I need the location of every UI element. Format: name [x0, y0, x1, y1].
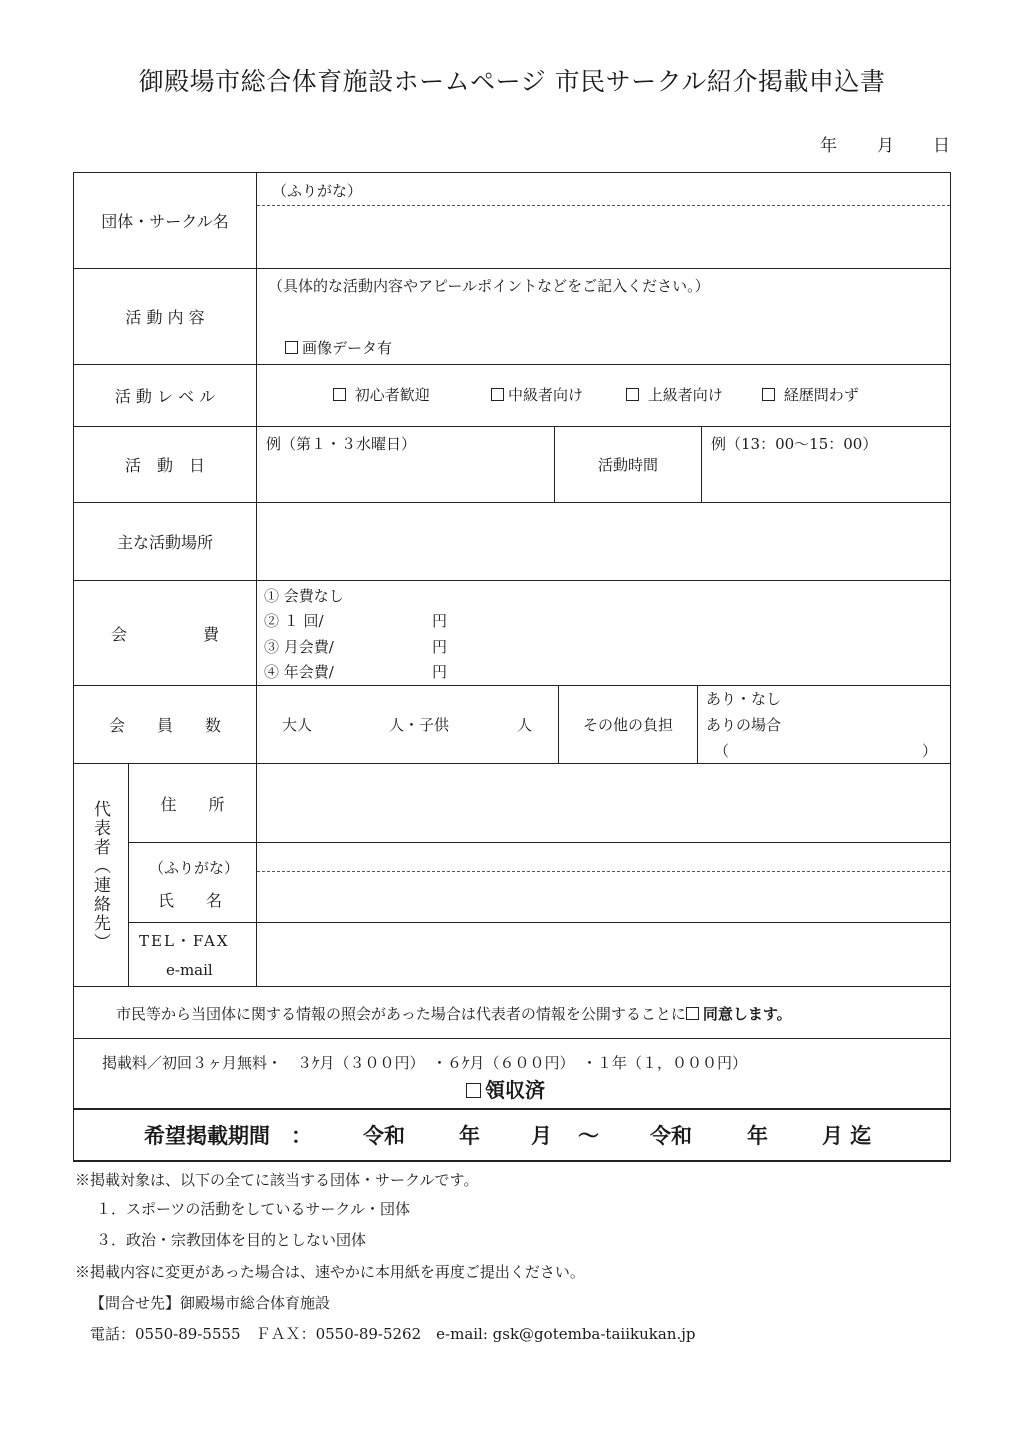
activity-time-example: 例（13：00～15：00） — [711, 435, 878, 453]
column-divider — [256, 172, 257, 986]
member-count-label: 会 員 数 — [108, 716, 221, 735]
checkbox-icon[interactable] — [762, 388, 775, 401]
group-name-label: 団体・サークル名 — [101, 212, 229, 231]
date-day-label: 日 — [933, 136, 950, 156]
contact-label: 【問合せ先】御殿場市総合体育施設 — [90, 1294, 331, 1312]
period-reiwa-start: 令和 — [363, 1124, 405, 1148]
checkbox-icon[interactable] — [491, 388, 504, 401]
checkbox-icon[interactable] — [333, 388, 346, 401]
fee-option-none[interactable]: ① 会費なし — [264, 587, 344, 605]
period-reiwa-end: 令和 — [650, 1124, 692, 1148]
fee-label: 会 — [111, 625, 128, 644]
consent-row: 市民等から当団体に関する情報の照会があった場合は代表者の情報を公開することに 同意します。 — [116, 1005, 792, 1023]
activity-days-example: 例（第１・３水曜日） — [266, 435, 417, 453]
cell-divider — [701, 426, 702, 503]
row-divider — [73, 1038, 951, 1039]
note-line: ※掲載内容に変更があった場合は、速やかに本用紙を再度ご提出ください。 — [75, 1263, 585, 1281]
row-divider — [73, 1108, 951, 1110]
period-month-start: 月 — [531, 1124, 552, 1148]
level-option-beginner[interactable]: 初心者歓迎 — [333, 384, 430, 405]
level-option-any[interactable]: 経歴問わず — [762, 384, 859, 405]
fee-label: 費 — [203, 625, 220, 644]
activity-time-label: 活動時間 — [597, 456, 658, 474]
posting-fee-notice: 掲載料／初回３ヶ月無料・ ３ｹ月（３００円） ・６ｹ月（６００円） ・１年（１，０００円） — [102, 1054, 748, 1072]
note-line: ※掲載対象は、以下の全てに該当する団体・サークルです。 — [75, 1171, 479, 1189]
furigana-divider — [257, 205, 950, 206]
rep-furigana-label: （ふりがな） — [149, 859, 240, 877]
email-label: e-mail — [166, 961, 213, 979]
level-option-intermediate[interactable]: 中級者向け — [491, 384, 583, 405]
address-field[interactable] — [258, 766, 948, 840]
period-label: 希望掲載期間 ： — [144, 1124, 312, 1148]
fee-option-yearly[interactable]: ④ 年会費/ — [264, 663, 334, 681]
consent-agree[interactable]: 同意します。 — [702, 1005, 792, 1023]
checkbox-icon[interactable] — [466, 1083, 481, 1098]
activity-days-label: 活 動 日 — [124, 456, 205, 475]
contact-details: 電話：0550-89-5555 ＦＡＸ：0550-89-5262 e-mail: gsk@gotemba-taiikukan.jp — [90, 1325, 696, 1343]
representative-label: 代表者（連絡先） — [90, 800, 110, 952]
activity-level-label: 活 動 レ ベ ル — [114, 387, 216, 406]
contact-field[interactable] — [258, 924, 948, 984]
tel-fax-label: TEL・FAX — [139, 932, 230, 950]
address-label: 住 所 — [160, 794, 225, 814]
adults-unit: 人・子供 — [389, 716, 450, 734]
form-border — [950, 172, 951, 1161]
checkbox-icon[interactable] — [686, 1007, 699, 1020]
row-divider — [73, 986, 951, 987]
form-border — [73, 1160, 951, 1162]
adults-label: 大人 — [282, 716, 313, 734]
image-data-option[interactable]: 画像データ有 — [285, 337, 392, 358]
fee-option-per-visit[interactable]: ② １ 回/ — [264, 612, 324, 630]
other-burden-options[interactable]: あり・なし — [706, 690, 782, 708]
period-year-start: 年 — [459, 1124, 480, 1148]
name-field[interactable] — [258, 874, 948, 920]
date-month-label: 月 — [877, 136, 894, 156]
activity-content-hint: （具体的な活動内容やアピールポイントなどをご記入ください。） — [268, 277, 710, 295]
date-year-label: 年 — [820, 136, 837, 156]
note-line: １．スポーツの活動をしているサークル・団体 — [96, 1200, 410, 1218]
paren-open: （ — [714, 742, 730, 760]
receipt-status[interactable]: 領収済 — [466, 1074, 545, 1103]
group-name-field[interactable] — [258, 207, 948, 267]
main-place-field[interactable] — [258, 505, 948, 579]
main-place-label: 主な活動場所 — [116, 533, 213, 552]
children-unit: 人 — [517, 716, 533, 734]
fee-unit: 円 — [432, 638, 448, 656]
cell-divider — [697, 685, 698, 764]
row-divider — [128, 922, 951, 923]
level-option-advanced[interactable]: 上級者向け — [626, 384, 723, 405]
fee-unit: 円 — [432, 663, 448, 681]
row-divider — [128, 842, 951, 843]
other-burden-label: その他の負担 — [582, 716, 673, 734]
other-burden-if: ありの場合 — [706, 716, 782, 734]
fee-unit: 円 — [432, 612, 448, 630]
checkbox-icon[interactable] — [285, 341, 298, 354]
period-month-end: 月 迄 — [822, 1124, 872, 1148]
row-divider — [73, 580, 951, 581]
page-title: 御殿場市総合体育施設ホームページ 市民サークル紹介掲載申込書 — [138, 67, 886, 96]
note-line: ３．政治・宗教団体を目的としない団体 — [96, 1231, 367, 1249]
furigana-divider — [257, 871, 950, 872]
group-furigana-hint: （ふりがな） — [272, 182, 363, 200]
fee-option-monthly[interactable]: ③ 月会費/ — [264, 638, 334, 656]
period-year-end: 年 — [747, 1124, 768, 1148]
paren-close: ） — [922, 742, 938, 760]
period-tilde: ～ — [578, 1124, 599, 1148]
checkbox-icon[interactable] — [626, 388, 639, 401]
activity-content-label: 活 動 内 容 — [125, 308, 205, 327]
name-label: 氏 名 — [158, 891, 223, 910]
